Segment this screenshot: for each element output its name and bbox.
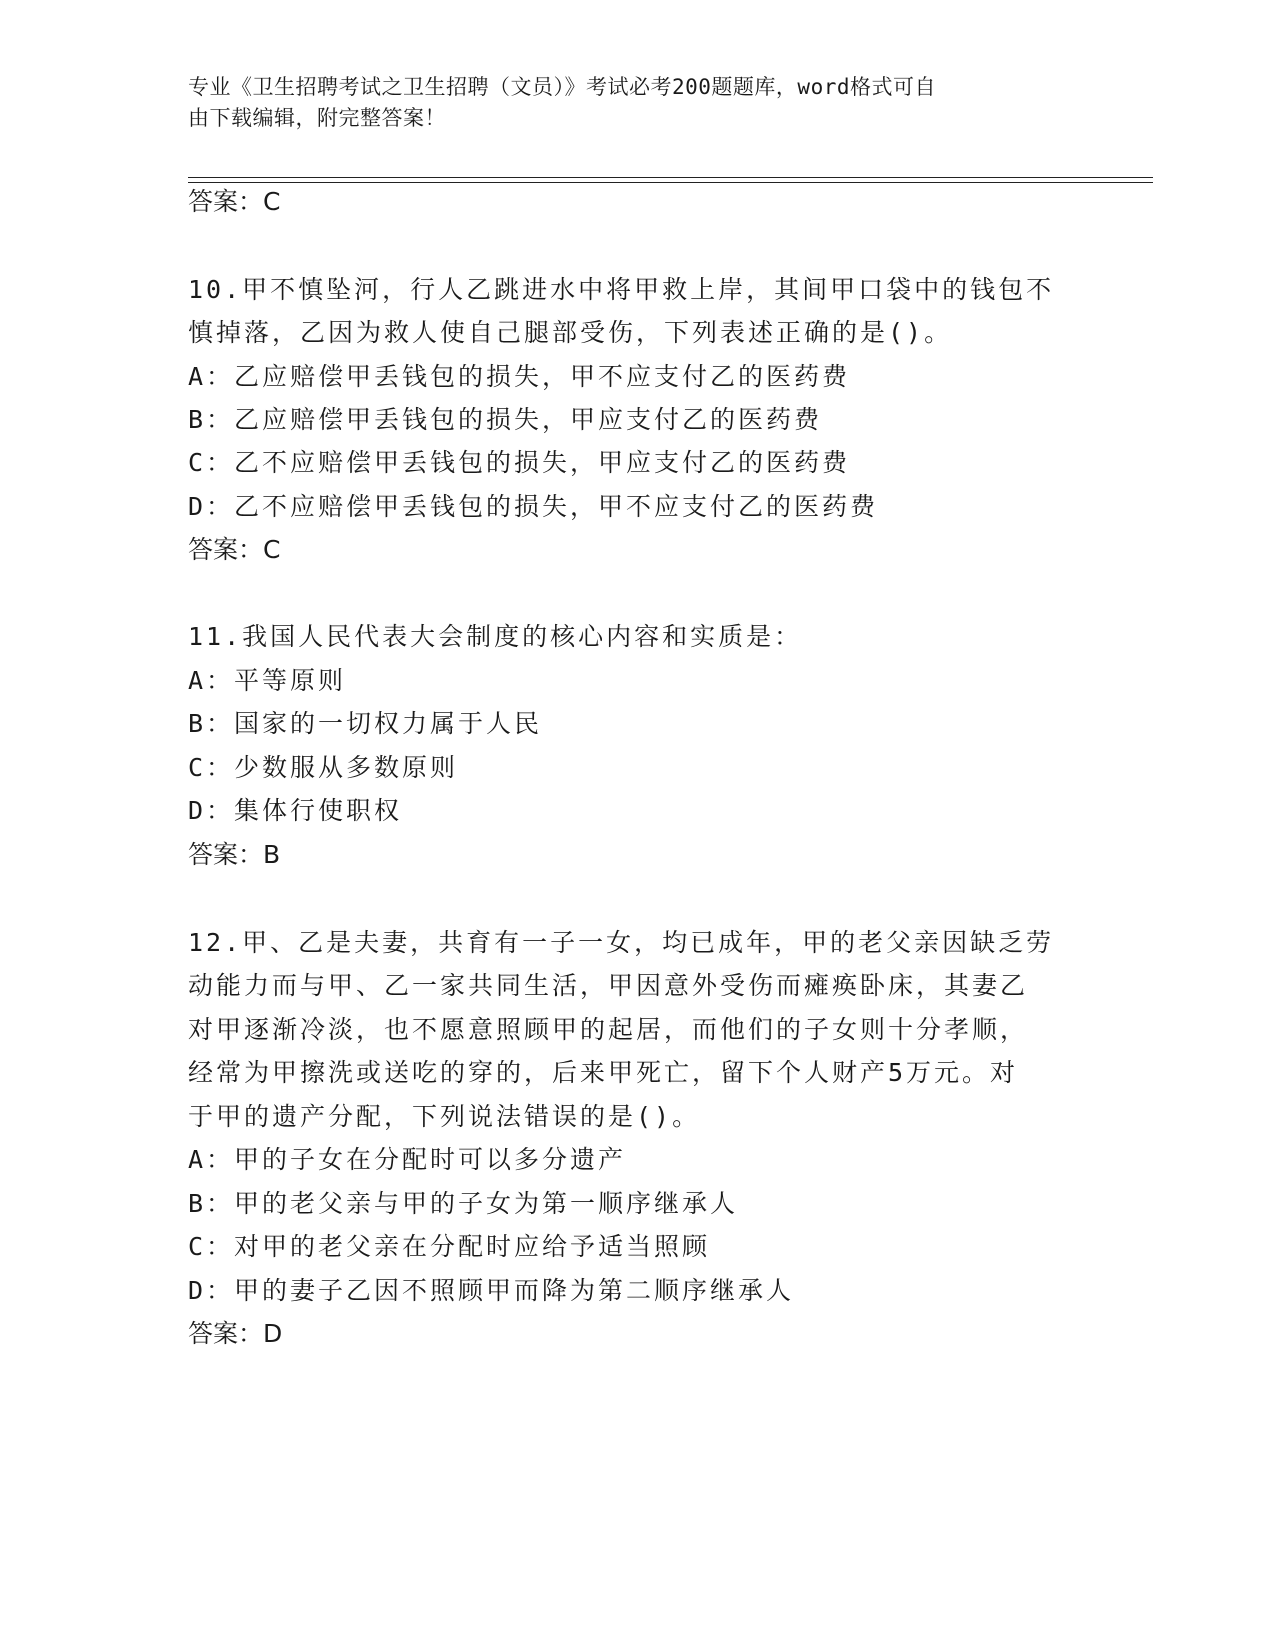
- question-10-option-c: C：乙不应赔偿甲丢钱包的损失，甲应支付乙的医药费: [188, 448, 851, 477]
- question-11-option-a: A：平等原则: [188, 666, 347, 695]
- question-12-text-line-4: 经常为甲擦洗或送吃的穿的，后来甲死亡，留下个人财产5万元。对: [188, 1058, 1019, 1087]
- question-11-answer: 答案：B: [188, 840, 281, 869]
- header-divider-bottom: [188, 182, 1153, 183]
- question-12-answer: 答案：D: [188, 1319, 283, 1348]
- question-12-text-line-2: 动能力而与甲、乙一家共同生活，甲因意外受伤而瘫痪卧床，其妻乙: [188, 971, 1029, 1000]
- question-12-option-c: C：对甲的老父亲在分配时应给予适当照顾: [188, 1232, 711, 1261]
- question-12-text-line-3: 对甲逐渐冷淡，也不愿意照顾甲的起居，而他们的子女则十分孝顺，: [188, 1015, 1029, 1044]
- question-12-option-d: D：甲的妻子乙因不照顾甲而降为第二顺序继承人: [188, 1276, 795, 1305]
- question-12-option-b: B：甲的老父亲与甲的子女为第一顺序继承人: [188, 1189, 739, 1218]
- question-10-answer: 答案：C: [188, 535, 281, 564]
- question-11-option-c: C：少数服从多数原则: [188, 753, 459, 782]
- previous-answer: 答案：C: [188, 187, 281, 216]
- question-12-text-line-1: 12.甲、乙是夫妻，共育有一子一女，均已成年，甲的老父亲因缺乏劳: [188, 928, 1055, 957]
- question-10-option-b: B：乙应赔偿甲丢钱包的损失，甲应支付乙的医药费: [188, 405, 823, 434]
- question-10-text-line-2: 慎掉落，乙因为救人使自己腿部受伤，下列表述正确的是()。: [188, 318, 953, 347]
- question-11-option-b: B：国家的一切权力属于人民: [188, 709, 543, 738]
- header-divider-top: [188, 177, 1153, 178]
- question-10-option-d: D：乙不应赔偿甲丢钱包的损失，甲不应支付乙的医药费: [188, 492, 879, 521]
- document-header: [188, 72, 1068, 134]
- question-10-text-line-1: 10.甲不慎坠河，行人乙跳进水中将甲救上岸，其间甲口袋中的钱包不: [188, 275, 1055, 304]
- question-11-option-d: D：集体行使职权: [188, 796, 403, 825]
- question-12-text-line-5: 于甲的遗产分配，下列说法错误的是()。: [188, 1102, 701, 1131]
- header-line-2: 由下载编辑，附完整答案！: [188, 106, 446, 130]
- question-12-option-a: A：甲的子女在分配时可以多分遗产: [188, 1145, 627, 1174]
- question-11-text-line-1: 11.我国人民代表大会制度的核心内容和实质是：: [188, 622, 803, 651]
- header-line-1: 专业《卫生招聘考试之卫生招聘（文员）》考试必考200题题库，word格式可自: [188, 75, 936, 99]
- question-10-option-a: A：乙应赔偿甲丢钱包的损失，甲不应支付乙的医药费: [188, 362, 851, 391]
